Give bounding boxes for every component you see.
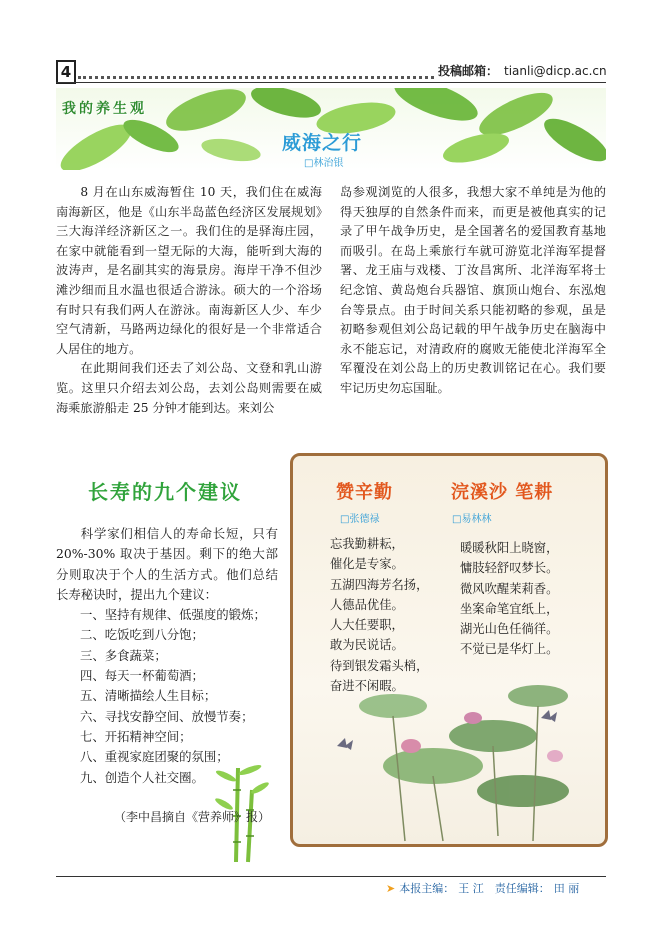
paragraph-start: 在此期间我们还去了刘公岛、文登和乳山游览。这里只介绍去刘公岛，去刘公岛则需要在威海乘旅游船走 25 分钟才能到达。来刘公 <box>56 361 322 415</box>
poem-line: 奋进不闲暇。 <box>330 679 404 694</box>
tip-item: 八、重视家庭团聚的氛围； <box>80 749 229 765</box>
tip-item: 二、吃饭吃到八分饱； <box>80 627 204 643</box>
poem-title: 赞辛勤 <box>336 482 393 503</box>
poem-line: 坐案命笔宜纸上， <box>460 601 559 616</box>
resp-editor-name: 田 丽 <box>553 882 580 895</box>
longevity-intro: 科学家们相信人的寿命长短，只有 20%-30% 取决于基因。剩下的绝大部分则取决于个人的生活方式。他们总结长寿秘诀时，提出九个建议： <box>56 526 278 602</box>
contact-label: 投稿邮箱： <box>438 64 499 78</box>
poem-line: 敢为民说话。 <box>330 638 404 653</box>
poem-line: 忘我勤耕耘， <box>330 537 404 551</box>
header-rule <box>56 82 606 83</box>
poem-title: 浣溪沙 笔耕 <box>451 482 554 503</box>
editor-label: 本报主编： <box>399 882 455 895</box>
arrow-icon: ➤ <box>386 882 396 895</box>
article-title: 威海之行 <box>282 132 363 154</box>
poem-body <box>460 538 558 660</box>
article-column-left <box>56 183 322 418</box>
footer-credits <box>386 880 583 896</box>
article-author: □林治银 <box>304 158 344 169</box>
footer-rule <box>56 876 606 877</box>
poem-line: 待到银发霜头梢， <box>330 658 429 673</box>
contact-email[interactable]: tianli@dicp.ac.cn <box>504 64 607 78</box>
poem-line: 慵肢轻舒叹梦长。 <box>460 561 559 576</box>
tip-item: 一、坚持有规律、低强度的锻炼； <box>80 607 266 623</box>
page-number: 4 <box>56 60 76 84</box>
tip-item: 七、开拓精神空间； <box>80 728 192 744</box>
poem-line: 人大任要职， <box>330 618 404 633</box>
poem-line: 人德品优佳。 <box>330 597 404 612</box>
article-column-right <box>340 183 606 399</box>
paragraph-continued: 岛参观浏览的人很多，我想大家不单纯是为他的得天独厚的自然条件而来，而更是被他真实的记录了甲午战争历史，是全国著名的爱国教育基地而吸引。在岛上乘旅行车就可游览北洋海军提督署、龙王庙与戏楼、丁汝昌寓所、北洋海军将士纪念馆、黄岛炮台兵器馆、旗顶山炮台、东泓炮台等景点。由于时间关系只能初略的参观，虽是初略参观但刘公岛记载的甲午战争历史在脑海中永不能忘记，对清政府的腐败无能使北洋海军全军覆没在刘公岛上的历史教训铭记在心。我们要牢记历史勿忘国耻。 <box>340 185 606 395</box>
poem-line: 微风吹醒茉莉香。 <box>460 581 559 596</box>
column-tag: 我的养生观 <box>62 101 147 117</box>
tip-item: 六、寻找安静空间、放慢节奏； <box>80 708 254 724</box>
resp-editor-label: 责任编辑： <box>494 882 550 895</box>
tip-item: 五、清晰描绘人生目标； <box>80 688 217 704</box>
poem-line: 暖暖秋阳上晓窗， <box>460 541 559 555</box>
poem-line: 不觉已是华灯上。 <box>460 642 559 657</box>
poem-body <box>330 534 428 696</box>
longevity-body <box>56 524 278 788</box>
poem-author: □易林林 <box>452 514 492 525</box>
tip-item: 九、创造个人社交圈。 <box>80 769 204 785</box>
header-dots-divider <box>78 76 434 79</box>
longevity-title: 长寿的九个建议 <box>88 480 242 504</box>
poem-author: □张德禄 <box>340 514 380 525</box>
header-contact <box>438 62 607 79</box>
source-note: （李中昌摘自《营养师》报） <box>114 810 271 824</box>
paragraph: 8 月在山东威海暂住 10 天，我们住在威海南海新区，他是《山东半岛蓝色经济区发展规划》三大海洋经济新区之一。我们住的是驿海庄园，在家中就能看到一望无际的大海，能听到大海的波涛声，是名副其实的海景房。海岸干净不但沙滩沙细而且水温也很适合游泳。硕大的一个浴场有时只有我们两人在游泳。南海新区人少、车少空气清新，马路两边绿化的很好是一个非常适合人居住的地方。 <box>56 185 322 356</box>
editor-name: 王 江 <box>458 882 484 895</box>
tip-item: 四、每天一杯葡萄酒； <box>80 668 204 684</box>
poem-line: 催化是专家。 <box>330 557 404 572</box>
poem-line: 五湖四海芳名扬， <box>330 577 429 592</box>
poem-line: 湖光山色任徜徉。 <box>460 622 559 637</box>
tip-item: 三、多食蔬菜； <box>80 647 167 663</box>
